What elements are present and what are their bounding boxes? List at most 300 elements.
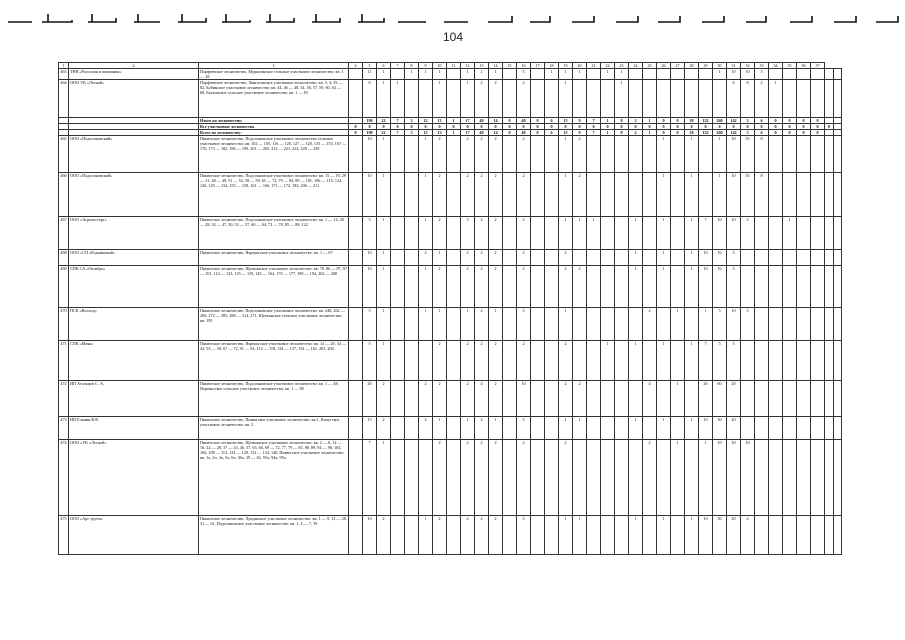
value-cell: [587, 80, 601, 118]
value-cell: [419, 440, 433, 516]
value-cell: 2: [489, 250, 503, 266]
header-cell: 33: [755, 63, 769, 69]
value-cell: 8: [755, 136, 769, 173]
value-cell: [531, 173, 545, 217]
value-cell: [391, 516, 405, 555]
value-cell: 1: [657, 173, 671, 217]
value-cell: [833, 440, 842, 516]
value-cell: 190: [363, 118, 377, 124]
value-cell: 2: [377, 381, 391, 417]
value-cell: 30: [713, 516, 727, 555]
header-cell: 24: [629, 63, 643, 69]
value-cell: [545, 266, 559, 308]
value-cell: [811, 136, 825, 173]
value-cell: 2: [559, 381, 573, 417]
data-table-container: [58, 62, 842, 555]
value-cell: 3: [405, 130, 419, 136]
value-cell: [825, 136, 834, 173]
value-cell: [601, 136, 615, 173]
value-cell: 0: [447, 124, 461, 130]
value-cell: [545, 516, 559, 555]
value-cell: [545, 250, 559, 266]
tenant-name-cell: ПСК «Восход»: [69, 308, 199, 341]
value-cell: 1: [559, 308, 573, 341]
value-cell: [657, 69, 671, 80]
value-cell: [545, 217, 559, 250]
value-cell: 0: [503, 118, 517, 124]
value-cell: 260: [713, 118, 727, 124]
value-cell: [391, 250, 405, 266]
header-cell: 1: [59, 63, 69, 69]
value-cell: [643, 217, 657, 250]
value-cell: [615, 217, 629, 250]
value-cell: 2: [517, 217, 531, 250]
value-cell: 7: [587, 130, 601, 136]
value-cell: 8: [755, 173, 769, 217]
value-cell: [601, 516, 615, 555]
value-cell: 2: [433, 136, 447, 173]
value-cell: [447, 69, 461, 80]
value-cell: [741, 341, 755, 381]
value-cell: [825, 266, 834, 308]
value-cell: 6: [545, 130, 559, 136]
value-cell: 0: [349, 124, 363, 130]
value-cell: 2: [573, 266, 587, 308]
value-cell: 6: [755, 130, 769, 136]
value-cell: [545, 136, 559, 173]
tenant-name-cell: ООО «Агролесторг»: [69, 217, 199, 250]
value-cell: 2: [377, 516, 391, 555]
value-cell: 12: [419, 118, 433, 124]
value-cell: [825, 217, 834, 250]
value-cell: 1: [559, 69, 573, 80]
value-cell: 1: [629, 341, 643, 381]
value-cell: 0: [671, 124, 685, 130]
value-cell: 2: [517, 266, 531, 308]
header-cell: 16: [517, 63, 531, 69]
value-cell: 2: [489, 341, 503, 381]
tenant-name-cell: ТНВ «Рассохин и компания»: [69, 69, 199, 80]
value-cell: 2: [419, 417, 433, 440]
row-number-cell: 475: [59, 516, 69, 555]
value-cell: 1: [629, 417, 643, 440]
value-cell: [811, 250, 825, 266]
row-number-cell: 468: [59, 250, 69, 266]
value-cell: [349, 440, 363, 516]
value-cell: [671, 341, 685, 381]
forestry-area-cell: Парфеевское лесничество, Мурыгинское сельское участковое лесничество: кв. 1 — 28: [199, 69, 349, 80]
value-cell: [811, 217, 825, 250]
value-cell: 7: [363, 440, 377, 516]
table-row: [59, 516, 842, 555]
value-cell: 0: [797, 118, 811, 124]
value-cell: [573, 308, 587, 341]
header-cell: 32: [741, 63, 755, 69]
value-cell: [545, 440, 559, 516]
value-cell: [755, 217, 769, 250]
header-cell: 14: [489, 63, 503, 69]
value-cell: [391, 341, 405, 381]
value-cell: [349, 341, 363, 381]
value-cell: 0: [503, 124, 517, 130]
value-cell: [391, 381, 405, 417]
value-cell: 1: [433, 308, 447, 341]
value-cell: 1: [685, 173, 699, 217]
value-cell: 17: [461, 118, 475, 124]
value-cell: [783, 417, 797, 440]
value-cell: 1: [377, 341, 391, 381]
value-cell: 1: [671, 308, 685, 341]
value-cell: [643, 266, 657, 308]
value-cell: [629, 308, 643, 341]
tenant-name-cell: ИП Ельнин В.В.: [69, 417, 199, 440]
value-cell: [503, 381, 517, 417]
value-cell: 8: [741, 80, 755, 118]
value-cell: 1: [657, 250, 671, 266]
value-cell: [447, 381, 461, 417]
value-cell: [755, 341, 769, 381]
value-cell: 5: [517, 516, 531, 555]
value-cell: [825, 516, 834, 555]
value-cell: 0: [783, 118, 797, 124]
value-cell: 1: [629, 516, 643, 555]
value-cell: 10: [727, 173, 741, 217]
value-cell: 1: [685, 516, 699, 555]
value-cell: 5: [727, 266, 741, 308]
value-cell: [573, 250, 587, 266]
value-cell: 10: [363, 250, 377, 266]
row-number-cell: 473: [59, 417, 69, 440]
value-cell: [391, 308, 405, 341]
forestry-area-cell: Все участковые лесничества: [199, 124, 349, 130]
value-cell: 4: [643, 381, 657, 417]
value-cell: 0: [783, 130, 797, 136]
value-cell: 13: [433, 130, 447, 136]
data-table: [58, 62, 842, 555]
value-cell: 1: [671, 440, 685, 516]
value-cell: [755, 250, 769, 266]
value-cell: [833, 136, 842, 173]
value-cell: 5: [755, 69, 769, 80]
value-cell: 2: [559, 266, 573, 308]
forestry-area-cell: Парфеевское лесничество, Лянгасовское участковое лесничество: кв. 3, 4, 35 — 82, Бобинское участковое лесничество: кв. 44, 46 — 48, 54, 56, 57, 59, 60, 63 — 68, Бахтинское сельское участковое лесничество: кв. 1 — 83: [199, 80, 349, 118]
value-cell: 10: [741, 69, 755, 80]
value-cell: 14: [489, 118, 503, 124]
value-cell: [503, 69, 517, 80]
forestry-area-cell: Пинюгское лесничество, Щеткинское участковое лесничество: кв. 78, 86 — 87, 97 — 101, 114 — 123, 135 — 139, 145 — 164, 170 — 177, 188 — 194, 202 — 208: [199, 266, 349, 308]
row-number-cell: 470: [59, 308, 69, 341]
value-cell: [503, 217, 517, 250]
value-cell: 1: [601, 341, 615, 381]
value-cell: 1: [573, 417, 587, 440]
value-cell: [573, 341, 587, 381]
value-cell: 2: [489, 136, 503, 173]
value-cell: [531, 80, 545, 118]
value-cell: 40: [475, 118, 489, 124]
value-cell: 3: [405, 118, 419, 124]
value-cell: 1: [377, 440, 391, 516]
value-cell: 15: [559, 130, 573, 136]
value-cell: 1: [713, 173, 727, 217]
value-cell: [615, 417, 629, 440]
header-cell: 35: [783, 63, 797, 69]
value-cell: [615, 440, 629, 516]
value-cell: [587, 417, 601, 440]
value-cell: [833, 341, 842, 381]
value-cell: 1: [461, 69, 475, 80]
value-cell: 5: [713, 308, 727, 341]
value-cell: [391, 417, 405, 440]
value-cell: 5: [713, 341, 727, 381]
value-cell: [447, 136, 461, 173]
forestry-area-cell: Пинюгское лесничество, Пинюгское участковое лесничество: кв.1, Кичугское участковое лесничество: кв. 2: [199, 417, 349, 440]
value-cell: 0: [545, 124, 559, 130]
value-cell: 10: [699, 250, 713, 266]
value-cell: 2: [475, 173, 489, 217]
value-cell: [447, 80, 461, 118]
value-cell: [825, 69, 834, 80]
value-cell: [615, 341, 629, 381]
value-cell: [601, 80, 615, 118]
value-cell: 0: [699, 124, 713, 130]
value-cell: 2: [475, 266, 489, 308]
table-row: [59, 440, 842, 516]
header-cell: 27: [671, 63, 685, 69]
value-cell: 40: [517, 130, 531, 136]
value-cell: 1: [699, 308, 713, 341]
value-cell: [643, 80, 657, 118]
value-cell: 190: [363, 130, 377, 136]
value-cell: [797, 173, 811, 217]
value-cell: 20: [727, 417, 741, 440]
value-cell: 2: [475, 69, 489, 80]
header-cell: 9: [419, 63, 433, 69]
value-cell: 0: [601, 124, 615, 130]
value-cell: [601, 266, 615, 308]
value-cell: [531, 217, 545, 250]
value-cell: [349, 136, 363, 173]
tenant-name-cell: ООО УК «Лесной»: [69, 80, 199, 118]
tenant-name-cell: ООО «УК «Лесной»: [69, 440, 199, 516]
value-cell: 1: [377, 217, 391, 250]
value-cell: 10: [727, 217, 741, 250]
value-cell: 20: [363, 381, 377, 417]
value-cell: 0: [643, 124, 657, 130]
value-cell: 2: [475, 308, 489, 341]
value-cell: 1: [489, 69, 503, 80]
value-cell: 0: [531, 124, 545, 130]
value-cell: [657, 381, 671, 417]
value-cell: [531, 341, 545, 381]
row-number-cell: 469: [59, 266, 69, 308]
value-cell: [531, 440, 545, 516]
value-cell: 1: [657, 136, 671, 173]
value-cell: 5: [517, 308, 531, 341]
header-cell: 37: [811, 63, 825, 69]
value-cell: 0: [671, 130, 685, 136]
value-cell: [531, 136, 545, 173]
value-cell: 2: [475, 516, 489, 555]
value-cell: 0: [769, 130, 783, 136]
value-cell: 2: [475, 80, 489, 118]
value-cell: [573, 440, 587, 516]
value-cell: [447, 266, 461, 308]
value-cell: [833, 173, 842, 217]
value-cell: 0: [475, 124, 489, 130]
forestry-area-cell: Пинюгское лесничество, Подосиновское участковое лесничество сельское участковое лесничество: кв. 102 — 105, 116 — 120, 127 — 128, 135 — 153, 167 — 170, 173 — 182, 186 — 199, 201 — 205, 212 — 221, 224, 228 — 230: [199, 136, 349, 173]
value-cell: 1: [573, 69, 587, 80]
header-cell: 8: [405, 63, 419, 69]
value-cell: [545, 308, 559, 341]
value-cell: 2: [461, 516, 475, 555]
table-row: [59, 417, 842, 440]
value-cell: [671, 250, 685, 266]
table-row: [59, 308, 842, 341]
value-cell: [419, 80, 433, 118]
value-cell: [741, 250, 755, 266]
value-cell: 1: [601, 118, 615, 124]
value-cell: [587, 69, 601, 80]
value-cell: [601, 440, 615, 516]
tenant-name-cell: ООО «СП «Родниковый»: [69, 250, 199, 266]
value-cell: 1: [643, 130, 657, 136]
value-cell: 1: [559, 217, 573, 250]
value-cell: 2: [433, 173, 447, 217]
value-cell: [405, 440, 419, 516]
value-cell: [833, 266, 842, 308]
value-cell: 2: [573, 136, 587, 173]
value-cell: [643, 250, 657, 266]
value-cell: 2: [433, 516, 447, 555]
value-cell: 0: [461, 124, 475, 130]
value-cell: [615, 250, 629, 266]
value-cell: 2: [517, 440, 531, 516]
value-cell: [811, 381, 825, 417]
value-cell: 2: [559, 341, 573, 381]
header-cell: 21: [587, 63, 601, 69]
page-number: 104: [442, 30, 464, 44]
header-cell: 4: [349, 63, 363, 69]
value-cell: 2: [433, 440, 447, 516]
value-cell: [825, 417, 834, 440]
value-cell: 0: [489, 124, 503, 130]
value-cell: [671, 173, 685, 217]
scan-edge-marks: [0, 0, 905, 34]
value-cell: 5: [363, 341, 377, 381]
value-cell: 1: [447, 130, 461, 136]
value-cell: 10: [699, 516, 713, 555]
value-cell: [349, 250, 363, 266]
value-cell: [503, 417, 517, 440]
value-cell: [601, 173, 615, 217]
forestry-area-cell: Пинюгское лесничество, Подосиновское участковое лесничество: кв. 248, 262 — 266, 272 — 285, 288 — 314, 271, Щеткинское сельское участковое лесничество: кв. 195: [199, 308, 349, 341]
value-cell: [833, 516, 842, 555]
value-cell: [797, 516, 811, 555]
value-cell: [699, 69, 713, 80]
value-cell: [797, 440, 811, 516]
value-cell: [587, 308, 601, 341]
header-cell: 7: [391, 63, 405, 69]
value-cell: 1: [419, 69, 433, 80]
value-cell: 0: [769, 124, 783, 130]
value-cell: 10: [713, 266, 727, 308]
value-cell: 0: [685, 124, 699, 130]
value-cell: [545, 381, 559, 417]
value-cell: [629, 80, 643, 118]
value-cell: 1: [433, 80, 447, 118]
value-cell: [349, 381, 363, 417]
header-cell: 22: [601, 63, 615, 69]
value-cell: [811, 173, 825, 217]
value-cell: [503, 266, 517, 308]
value-cell: [833, 80, 842, 118]
value-cell: 17: [461, 130, 475, 136]
value-cell: 2: [517, 341, 531, 381]
value-cell: [797, 308, 811, 341]
value-cell: [685, 69, 699, 80]
value-cell: [503, 341, 517, 381]
value-cell: [545, 173, 559, 217]
value-cell: [349, 516, 363, 555]
forestry-area-cell: Пинюгское лесничество, Щеткинское участковое лесничество: кв. 2 — 6, 12 — 16, 22 — 28, 37 — 43, 46, 57, 65, 66, 69 — 72, 77, 79 — 85, 88, 89, 94 — 96, 104, 106, 108 — 113, 124 — 129, 132 — 134, 140, Пинюгское участковое лесничество: кв. 1ч, 2ч, 4ч, 5ч, 6ч, 36ч, 29 — 26, 93ч, 94ч, 95ч: [199, 440, 349, 516]
value-cell: 1: [377, 266, 391, 308]
forestry-area-cell: Пинюгское лесничество, Подосиновское участковое лесничество: кв. 1 — 48, Яхреньгское сельское участковое лесничество: кв. 1 — 88: [199, 381, 349, 417]
value-cell: 1: [377, 308, 391, 341]
value-cell: 1: [559, 173, 573, 217]
value-cell: 10: [713, 217, 727, 250]
value-cell: 60: [713, 381, 727, 417]
value-cell: [833, 217, 842, 250]
value-cell: 1: [391, 80, 405, 118]
header-cell: 17: [531, 63, 545, 69]
value-cell: [615, 173, 629, 217]
value-cell: 10: [363, 266, 377, 308]
value-cell: 2: [377, 417, 391, 440]
value-cell: [741, 266, 755, 308]
value-cell: 1: [419, 173, 433, 217]
value-cell: [783, 308, 797, 341]
value-cell: 0: [741, 124, 755, 130]
value-cell: 1: [657, 341, 671, 381]
value-cell: 0: [657, 124, 671, 130]
value-cell: 9: [573, 130, 587, 136]
value-cell: 5: [741, 308, 755, 341]
value-cell: [671, 266, 685, 308]
value-cell: 11: [363, 69, 377, 80]
value-cell: 2: [517, 173, 531, 217]
value-cell: 0: [727, 124, 741, 130]
value-cell: 22: [377, 130, 391, 136]
value-cell: 40: [517, 118, 531, 124]
value-cell: 2: [629, 118, 643, 124]
value-cell: [629, 381, 643, 417]
value-cell: [587, 173, 601, 217]
value-cell: [769, 217, 783, 250]
value-cell: [783, 341, 797, 381]
value-cell: 30: [713, 417, 727, 440]
tenant-name-cell: ООО «Арс-групп»: [69, 516, 199, 555]
value-cell: [783, 80, 797, 118]
value-cell: 1: [377, 250, 391, 266]
value-cell: 2: [489, 516, 503, 555]
value-cell: 2: [475, 440, 489, 516]
value-cell: 0: [573, 124, 587, 130]
value-cell: 1: [461, 417, 475, 440]
value-cell: [811, 308, 825, 341]
value-cell: 10: [727, 440, 741, 516]
value-cell: 20: [727, 516, 741, 555]
value-cell: 1: [671, 381, 685, 417]
